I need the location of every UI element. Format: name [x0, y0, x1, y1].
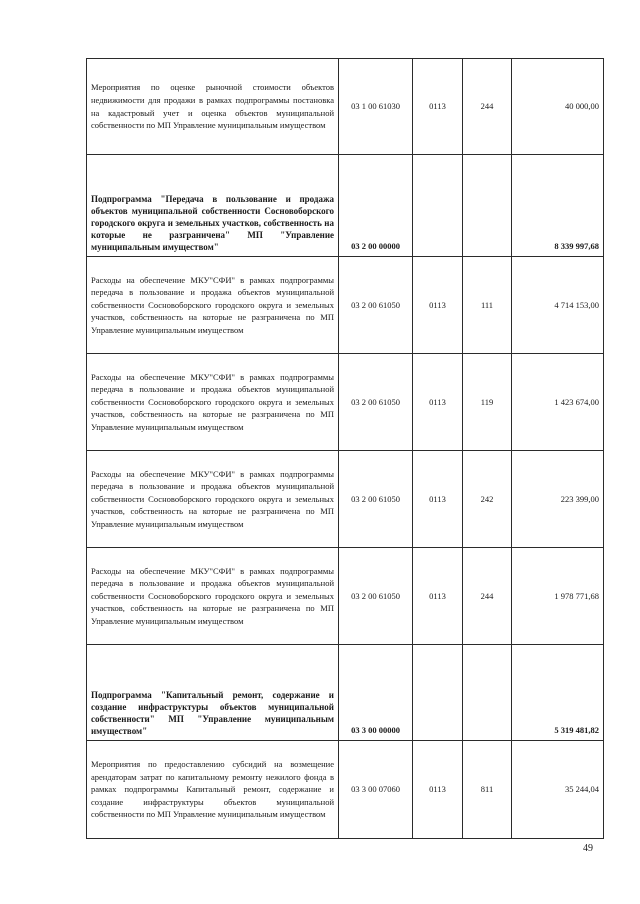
expense-type-cell: 242 [463, 451, 512, 548]
expense-type-cell: 111 [463, 257, 512, 354]
amount-cell: 5 319 481,82 [512, 645, 604, 741]
expense-type-cell [463, 645, 512, 741]
target-article-cell: 03 3 00 07060 [339, 741, 413, 839]
expense-type-cell [463, 155, 512, 257]
section-cell: 0113 [413, 59, 463, 155]
subprogram-row [87, 155, 604, 257]
amount-cell: 8 339 997,68 [512, 155, 604, 257]
description-cell: Расходы на обеспечение МКУ"СФИ" в рамках подпрограммы передача в пользование и продажа объектов муниципальной собственности Сосновоборского городского округа и земельных участков, собственность на которые не разграничена по МП Управление муниципальным имуществом [87, 548, 339, 645]
table-row [87, 257, 604, 354]
section-cell: 0113 [413, 354, 463, 451]
description-cell: Расходы на обеспечение МКУ"СФИ" в рамках подпрограммы передача в пользование и продажа объектов муниципальной собственности Сосновоборского городского округа и земельных участков, собственность на которые не разграничена по МП Управление муниципальным имуществом [87, 257, 339, 354]
budget-table [86, 58, 604, 839]
table-row [87, 548, 604, 645]
description-cell: Подпрограмма "Капитальный ремонт, содержание и создание инфраструктуры объектов муниципальной собственности" МП "Управление муниципальным имуществом" [87, 645, 339, 741]
expense-type-cell: 244 [463, 548, 512, 645]
description-cell: Мероприятия по оценке рыночной стоимости объектов недвижимости для продажи в рамках подпрограммы постановка на кадастровый учет и оценка объектов муниципальной собственности по МП Управление муниципальным имуществом [87, 59, 339, 155]
description-cell: Расходы на обеспечение МКУ"СФИ" в рамках подпрограммы передача в пользование и продажа объектов муниципальной собственности Сосновоборского городского округа и земельных участков, собственность на которые не разграничена по МП Управление муниципальным имуществом [87, 354, 339, 451]
expense-type-cell: 119 [463, 354, 512, 451]
page-number: 49 [583, 843, 593, 854]
section-cell [413, 645, 463, 741]
amount-cell: 35 244,04 [512, 741, 604, 839]
subprogram-row [87, 645, 604, 741]
expense-type-cell: 811 [463, 741, 512, 839]
table-row [87, 741, 604, 839]
section-cell: 0113 [413, 451, 463, 548]
table-row [87, 354, 604, 451]
budget-table-body [87, 59, 604, 839]
section-cell [413, 155, 463, 257]
section-cell: 0113 [413, 257, 463, 354]
section-cell: 0113 [413, 741, 463, 839]
description-cell: Мероприятия по предоставлению субсидий на возмещение арендаторам затрат по капитальному ремонту нежилого фонда в рамках подпрограммы Капитальный ремонт, содержание и создание инфраструктуры объектов муниципальной собственности по МП Управление муниципальным имуществом [87, 741, 339, 839]
target-article-cell: 03 2 00 00000 [339, 155, 413, 257]
table-row [87, 451, 604, 548]
section-cell: 0113 [413, 548, 463, 645]
amount-cell: 4 714 153,00 [512, 257, 604, 354]
target-article-cell: 03 2 00 61050 [339, 354, 413, 451]
target-article-cell: 03 1 00 61030 [339, 59, 413, 155]
description-cell: Расходы на обеспечение МКУ"СФИ" в рамках подпрограммы передача в пользование и продажа объектов муниципальной собственности Сосновоборского городского округа и земельных участков, собственность на которые не разграничена по МП Управление муниципальным имуществом [87, 451, 339, 548]
target-article-cell: 03 3 00 00000 [339, 645, 413, 741]
target-article-cell: 03 2 00 61050 [339, 451, 413, 548]
amount-cell: 223 399,00 [512, 451, 604, 548]
amount-cell: 40 000,00 [512, 59, 604, 155]
target-article-cell: 03 2 00 61050 [339, 548, 413, 645]
description-cell: Подпрограмма "Передача в пользование и продажа объектов муниципальной собственности Сосновоборского городского округа и земельных участков, собственность на которые не разграничена" МП "Управление муниципальным имуществом" [87, 155, 339, 257]
table-row [87, 59, 604, 155]
target-article-cell: 03 2 00 61050 [339, 257, 413, 354]
expense-type-cell: 244 [463, 59, 512, 155]
amount-cell: 1 978 771,68 [512, 548, 604, 645]
amount-cell: 1 423 674,00 [512, 354, 604, 451]
